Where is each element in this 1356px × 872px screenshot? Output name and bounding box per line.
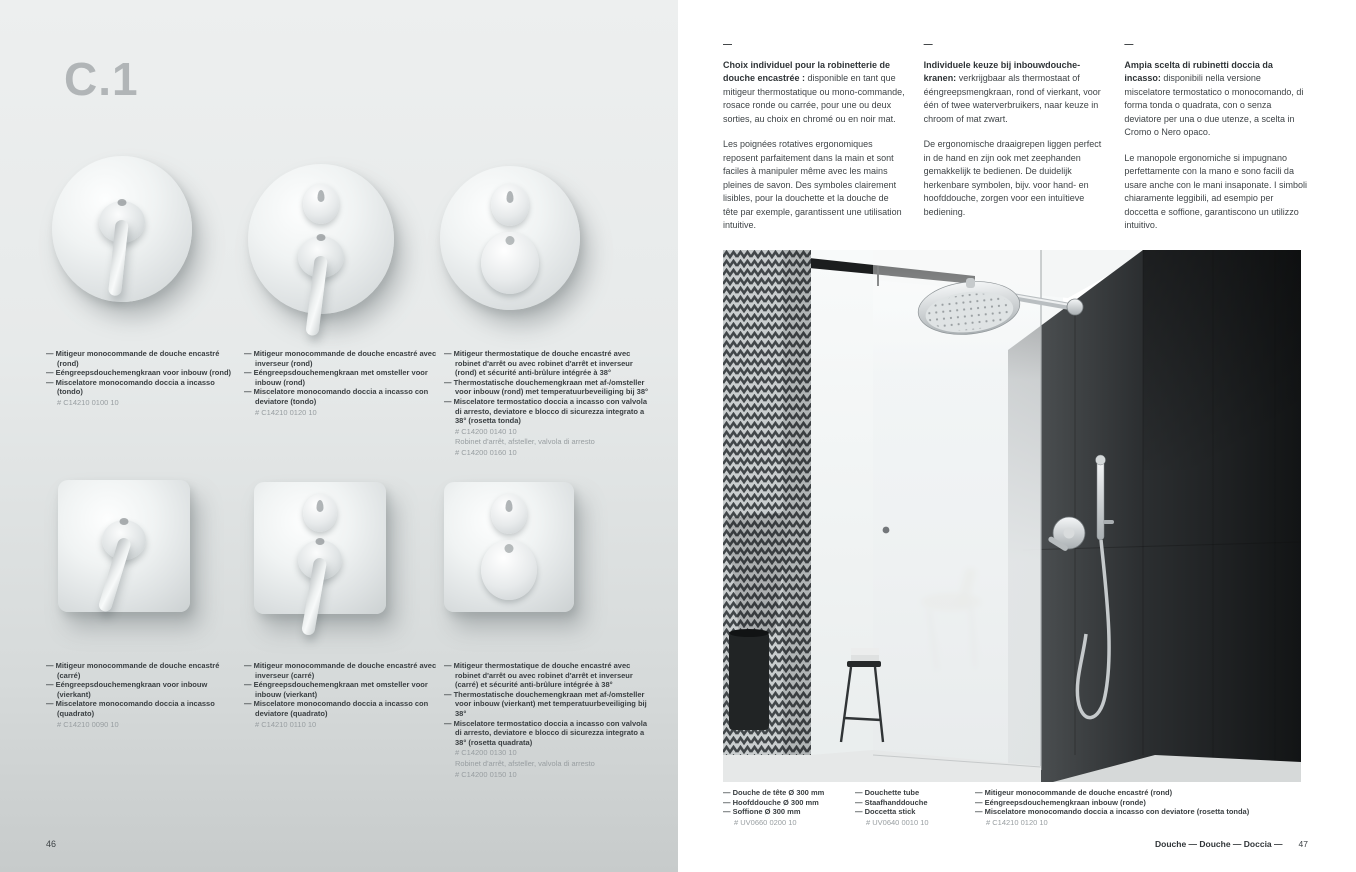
intro-columns: [723, 38, 1307, 245]
product-render-round-single-lever: [52, 156, 192, 302]
caption-line: — Mitigeur monocommande de douche encastré (carré): [46, 661, 220, 680]
intro-lead: Ampia scelta di rubinetti doccia da incasso:: [1124, 59, 1273, 83]
wall-corner-shade: [1143, 250, 1301, 470]
intro-paragraph: [924, 59, 1107, 127]
caption-line: — Hoofddouche Ø 300 mm: [723, 797, 819, 807]
intro-text: disponibili nella versione miscelatore termostatico o monocomando, di forma tonda o quadrata, con o senza deviatore per una o due utenze, a scelta in Cromo o Nero opaco.: [1124, 73, 1304, 137]
product-sku: # C14200 0150 10: [455, 769, 517, 779]
column-dash: —: [723, 39, 732, 49]
intro-text: verkrijgbaar als thermostaat of ééngreepsmengkraan, rond of vierkant, voor één of twee waterverbruikers, naar keuze in chroom of mat zwart.: [923, 73, 1101, 124]
product-sku: # C14200 0130 10: [455, 748, 517, 758]
photo-caption-1: [723, 788, 849, 827]
product-caption-3: [444, 349, 648, 458]
diverter-knob: [303, 184, 339, 224]
diverter-knob: [303, 494, 337, 532]
caption-line: — Eéngreepsdouchemengkraan inbouw (ronde): [975, 797, 1146, 807]
caption-line: — Thermostatische douchemengkraan met af-/omsteller voor inbouw (vierkant) met temperatuurbeveiliging bij 38°: [444, 689, 647, 718]
caption-line: — Doccetta stick: [855, 807, 916, 817]
hand-shower-wand: [1097, 460, 1104, 540]
photo-caption-3: [975, 788, 1307, 827]
caption-line: — Miscelatore termostatico doccia a incasso con valvola di arresto, deviatore e blocco di sicurezza integrato a 38° (rosetta quadrata): [444, 718, 647, 747]
caption-line: — Miscelatore monocomando doccia a incasso con deviatore (tondo): [244, 387, 429, 406]
product-render-square-lever-diverter: [254, 482, 386, 614]
shower-scene-photo: [723, 250, 1301, 782]
caption-line: — Mitigeur monocommande de douche encastré (rond): [975, 788, 1173, 797]
caption-line: — Miscelatore monocomando doccia a incasso con deviatore (rosetta tonda): [975, 807, 1250, 817]
page-number-right: 47: [1298, 839, 1308, 849]
diverter-knob: [491, 494, 527, 534]
caption-line: — Mitigeur thermostatique de douche encastré avec robinet d'arrêt ou avec robinet d'arrêt et inverseur (rond) et sécurité anti-brûlure intégrée à 38°: [444, 349, 633, 378]
intro-text: disponible en tant que mitigeur thermostatique ou mono-commande, rosace ronde ou carrée, pour une ou deux sorties, au choix en chromé ou en noir mat.: [723, 73, 905, 124]
vase: [729, 632, 769, 730]
caption-line: — Miscelatore monocomando doccia a incasso (quadrato): [46, 699, 215, 718]
caption-line: — Mitigeur monocommande de douche encastré (rond): [46, 349, 220, 368]
caption-line: — Mitigeur thermostatique de douche encastré avec robinet d'arrêt ou avec robinet d'arrêt et inverseur (carré) et sécurité anti-brûlure intégrée à 38°: [444, 661, 633, 690]
intro-paragraph-2: Les poignées rotatives ergonomiques reposent parfaitement dans la main et sont faciles à manipuler même avec les mains pleines de savon. Des symboles clairement lisibles, pour la douchette et la douche de tête par exemple, garantissent une utilisation intuitive.: [723, 139, 902, 230]
caption-line: — Eéngreepsdouchemengkraan met omsteller voor inbouw (vierkant): [244, 680, 428, 699]
product-sku: # C14210 0100 10: [57, 397, 119, 407]
right-page: [678, 0, 1356, 872]
product-sku: # C14210 0120 10: [255, 407, 317, 417]
caption-line: — Eéngreepsdouchemengkraan met omsteller voor inbouw (rond): [244, 368, 428, 387]
intro-lead: Individuele keuze bij inbouwdouche-kranen:: [923, 59, 1081, 83]
intro-column-nl: [924, 38, 1107, 245]
intro-paragraph-2: Le manopole ergonomiche si impugnano perfettamente con la mano e sono facili da usare anche con le mani insaponate. I simboli chiaramente leggibili, ad esempio per doccetta e soffione, garantiscono un utilizzo intuitivo.: [1124, 152, 1307, 230]
shower-scene-svg: [723, 250, 1301, 782]
photo-caption-2: [855, 788, 967, 827]
caption-line: — Thermostatische douchemengkraan met af-/omsteller voor inbouw (rond) met temperatuurbeveiliging bij 38°: [444, 377, 649, 397]
product-sku: # C14210 0090 10: [57, 719, 119, 729]
product-render-round-lever-diverter: [248, 164, 394, 314]
intro-column-it: [1124, 38, 1307, 245]
caption-line: — Eéngreepsdouchemengkraan voor inbouw (vierkant): [46, 680, 208, 699]
product-caption-5: [244, 661, 440, 729]
product-caption-2: [244, 349, 440, 417]
caption-line: — Eéngreepsdouchemengkraan voor inbouw (rond): [46, 368, 232, 378]
glass-knob: [883, 527, 890, 534]
product-caption-6: [444, 661, 648, 779]
product-note: Robinet d'arrêt, afsteller, valvola di arresto: [455, 758, 595, 768]
intro-column-fr: [723, 38, 906, 245]
caption-line: — Staafhanddouche: [855, 797, 928, 807]
column-dash: —: [1124, 39, 1134, 49]
product-sku: # C14210 0120 10: [986, 817, 1048, 827]
caption-line: — Miscelatore monocomando doccia a incasso (tondo): [46, 377, 215, 397]
caption-line: — Miscelatore monocomando doccia a incasso con deviatore (quadrato): [244, 699, 429, 718]
intro-paragraph: [1124, 59, 1307, 140]
column-dash: —: [923, 39, 933, 49]
caption-line: — Soffione Ø 300 mm: [723, 807, 801, 817]
product-sku: # C14210 0110 10: [255, 719, 317, 729]
product-sku: # UV0660 0200 10: [734, 817, 797, 827]
product-sku: # C14200 0160 10: [455, 447, 517, 457]
diverter-knob: [491, 184, 529, 226]
caption-line: — Mitigeur monocommande de douche encastré avec inverseur (carré): [244, 661, 437, 680]
caption-line: — Douche de tête Ø 300 mm: [723, 788, 825, 797]
product-note: Robinet d'arrêt, afsteller, valvola di arresto: [455, 437, 595, 447]
product-render-square-thermostatic: [444, 482, 574, 612]
caption-line: — Miscelatore termostatico doccia a incasso con valvola di arresto, deviatore e blocco di sicurezza integrato a 38° (rosetta tonda): [444, 396, 647, 426]
product-render-square-single-lever: [58, 480, 190, 612]
product-sku: # C14200 0140 10: [455, 426, 517, 436]
wand-holder: [1103, 520, 1114, 524]
caption-line: — Douchette tube: [855, 788, 920, 797]
product-sku: # UV0640 0010 10: [866, 817, 929, 827]
thermostat-knob: [481, 540, 537, 600]
page-number-left: 46: [46, 839, 57, 849]
intro-paragraph-2: De ergonomische draaigrepen liggen perfect in de hand en zijn ook met zeephanden gemakkelijk te bedienen. De duidelijk herkenbare symbolen, bijv. voor hand- en hoofddouche, zorgen voor een intuïtieve bediening.: [923, 139, 1102, 217]
thermostat-knob: [481, 232, 539, 294]
intro-paragraph: [723, 59, 906, 127]
footer-breadcrumb: Douche — Douche — Doccia —: [1155, 839, 1283, 849]
caption-line: — Mitigeur monocommande de douche encastré avec inverseur (rond): [244, 349, 437, 368]
footer-right: [1155, 839, 1308, 849]
intro-lead: Choix individuel pour la robinetterie de douche encastrée :: [723, 59, 891, 83]
product-render-round-thermostatic: [440, 166, 580, 310]
section-label: C.1: [64, 53, 139, 105]
product-caption-1: [46, 349, 238, 408]
product-caption-4: [46, 661, 238, 729]
